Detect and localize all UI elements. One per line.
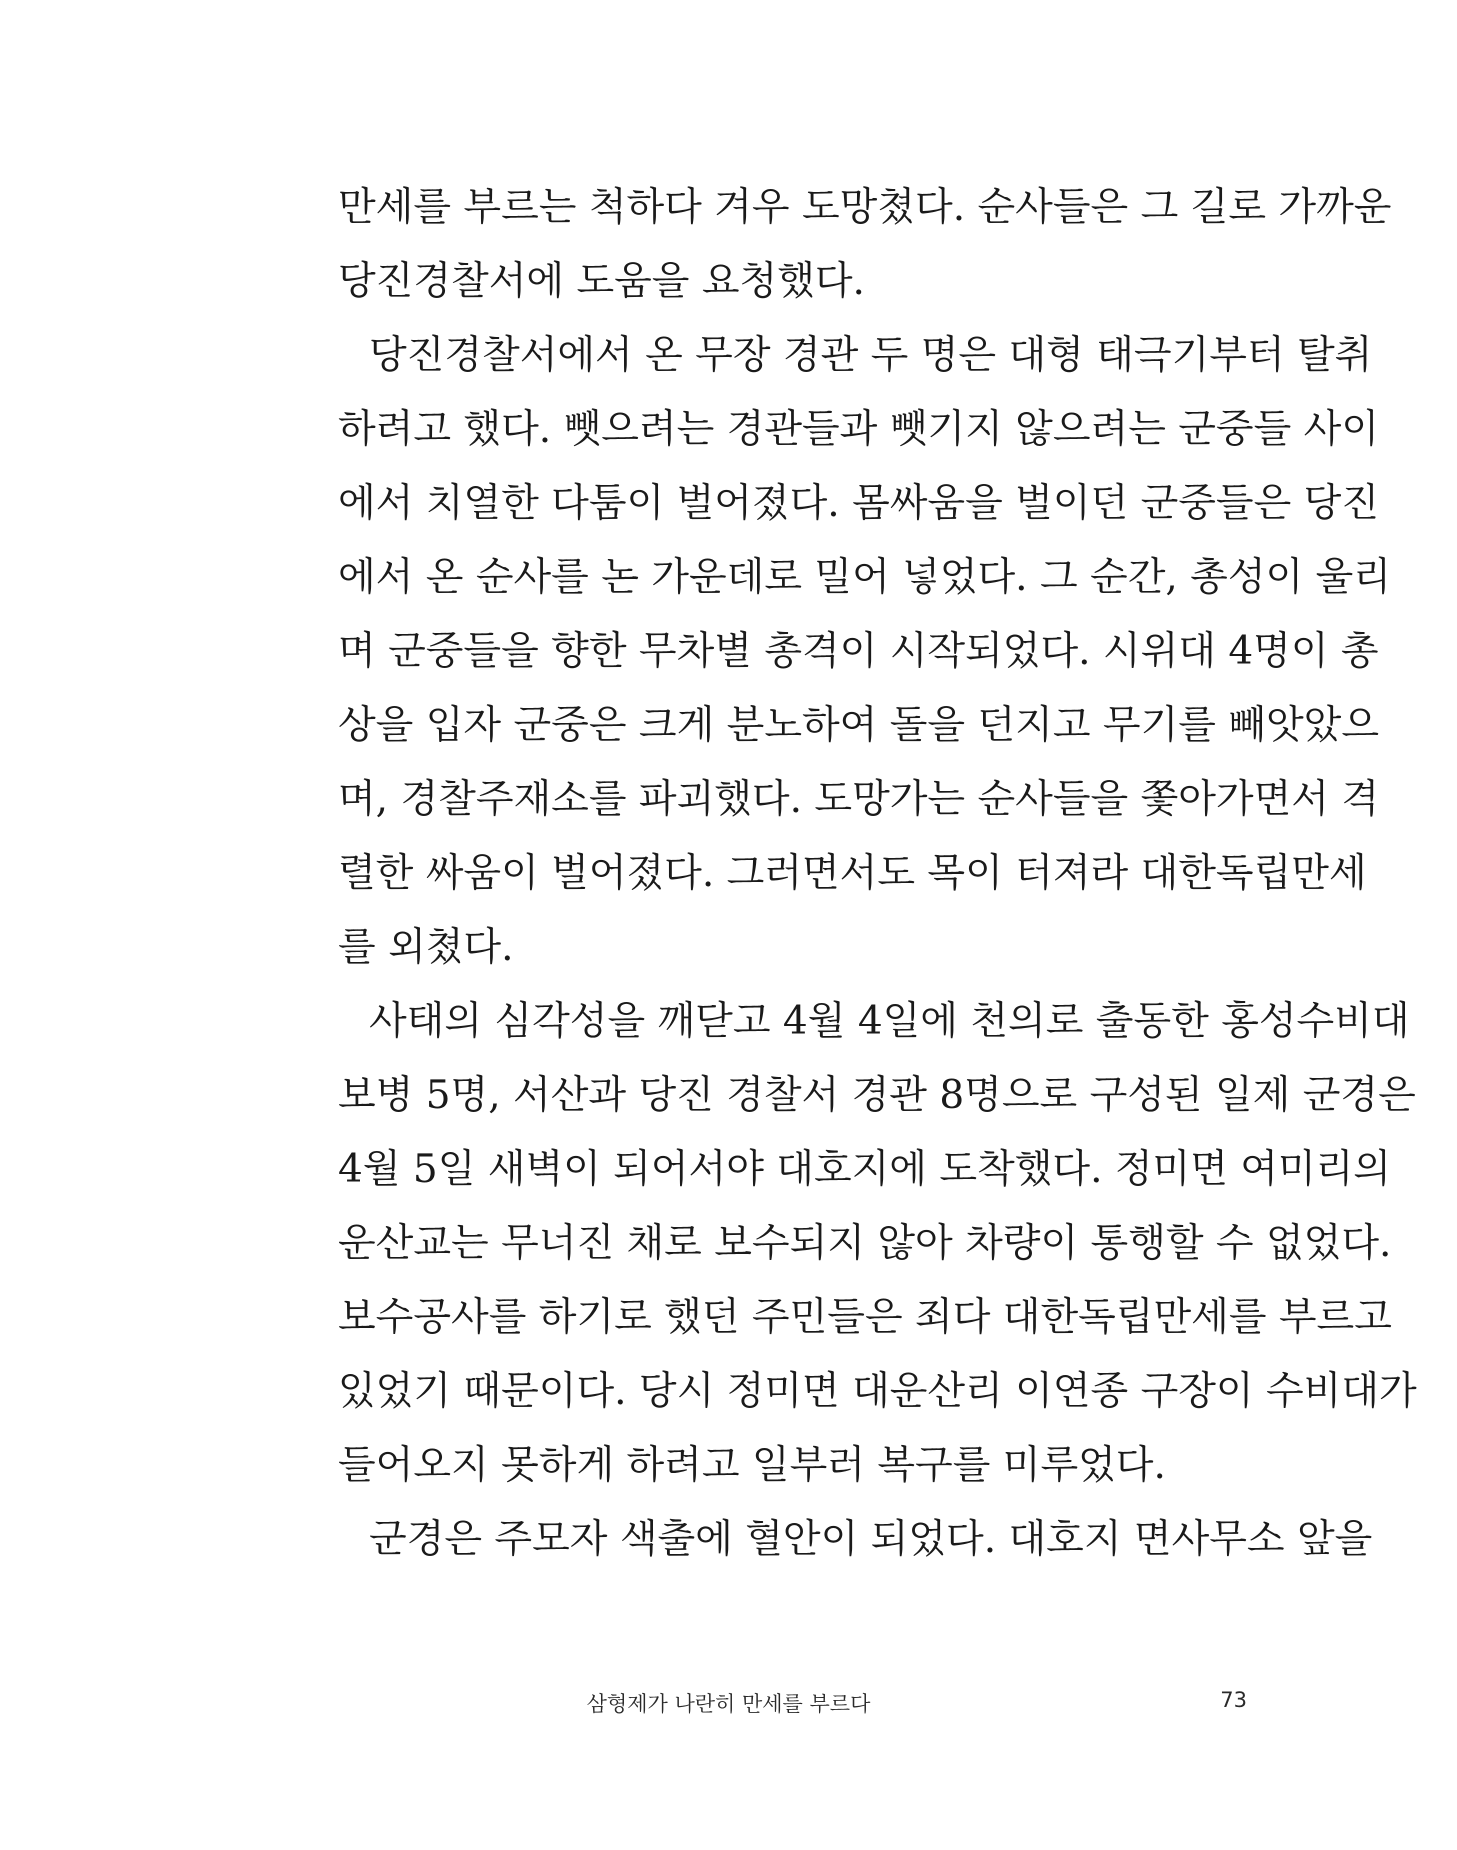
text-line: 며 군중들을 향한 무차별 총격이 시작되었다. 시위대 4명이 총 bbox=[338, 629, 1379, 674]
text-line: 당진경찰서에 도움을 요청했다. bbox=[338, 259, 865, 304]
text-line: 렬한 싸움이 벌어졌다. 그러면서도 목이 터져라 대한독립만세 bbox=[338, 851, 1367, 896]
text-line: 며, 경찰주재소를 파괴했다. 도망가는 순사들을 쫓아가면서 격 bbox=[338, 777, 1380, 822]
text-line: 만세를 부르는 척하다 겨우 도망쳤다. 순사들은 그 길로 가까운 bbox=[338, 185, 1392, 230]
text-line: 보병 5명, 서산과 당진 경찰서 경관 8명으로 구성된 일제 군경은 bbox=[338, 1073, 1416, 1118]
text-line: 운산교는 무너진 채로 보수되지 않아 차량이 통행할 수 없었다. bbox=[338, 1221, 1392, 1266]
text-line-paragraph-start: 당진경찰서에서 온 무장 경관 두 명은 대형 태극기부터 탈취 bbox=[369, 333, 1373, 378]
text-line: 를 외쳤다. bbox=[338, 925, 514, 970]
text-line: 상을 입자 군중은 크게 분노하여 돌을 던지고 무기를 빼앗았으 bbox=[338, 703, 1380, 748]
page-number: 73 bbox=[1220, 1688, 1247, 1712]
text-line-paragraph-start: 군경은 주모자 색출에 혈안이 되었다. 대호지 면사무소 앞을 bbox=[369, 1517, 1373, 1562]
text-line-paragraph-start: 사태의 심각성을 깨닫고 4월 4일에 천의로 출동한 홍성수비대 bbox=[369, 999, 1410, 1044]
running-footer-book-title: 삼형제가 나란히 만세를 부르다 bbox=[586, 1692, 871, 1716]
text-line: 에서 온 순사를 논 가운데로 밀어 넣었다. 그 순간, 총성이 울리 bbox=[338, 555, 1391, 600]
text-line: 있었기 때문이다. 당시 정미면 대운산리 이연종 구장이 수비대가 bbox=[338, 1369, 1417, 1414]
text-line: 에서 치열한 다툼이 벌어졌다. 몸싸움을 벌이던 군중들은 당진 bbox=[338, 481, 1380, 526]
page-body-text bbox=[338, 178, 1417, 1584]
text-line: 보수공사를 하기로 했던 주민들은 죄다 대한독립만세를 부르고 bbox=[338, 1295, 1392, 1340]
text-line: 4월 5일 새벽이 되어서야 대호지에 도착했다. 정미면 여미리의 bbox=[338, 1147, 1391, 1192]
text-line: 하려고 했다. 뺏으려는 경관들과 뺏기지 않으려는 군중들 사이 bbox=[338, 407, 1380, 452]
text-line: 들어오지 못하게 하려고 일부러 복구를 미루었다. bbox=[338, 1443, 1166, 1488]
